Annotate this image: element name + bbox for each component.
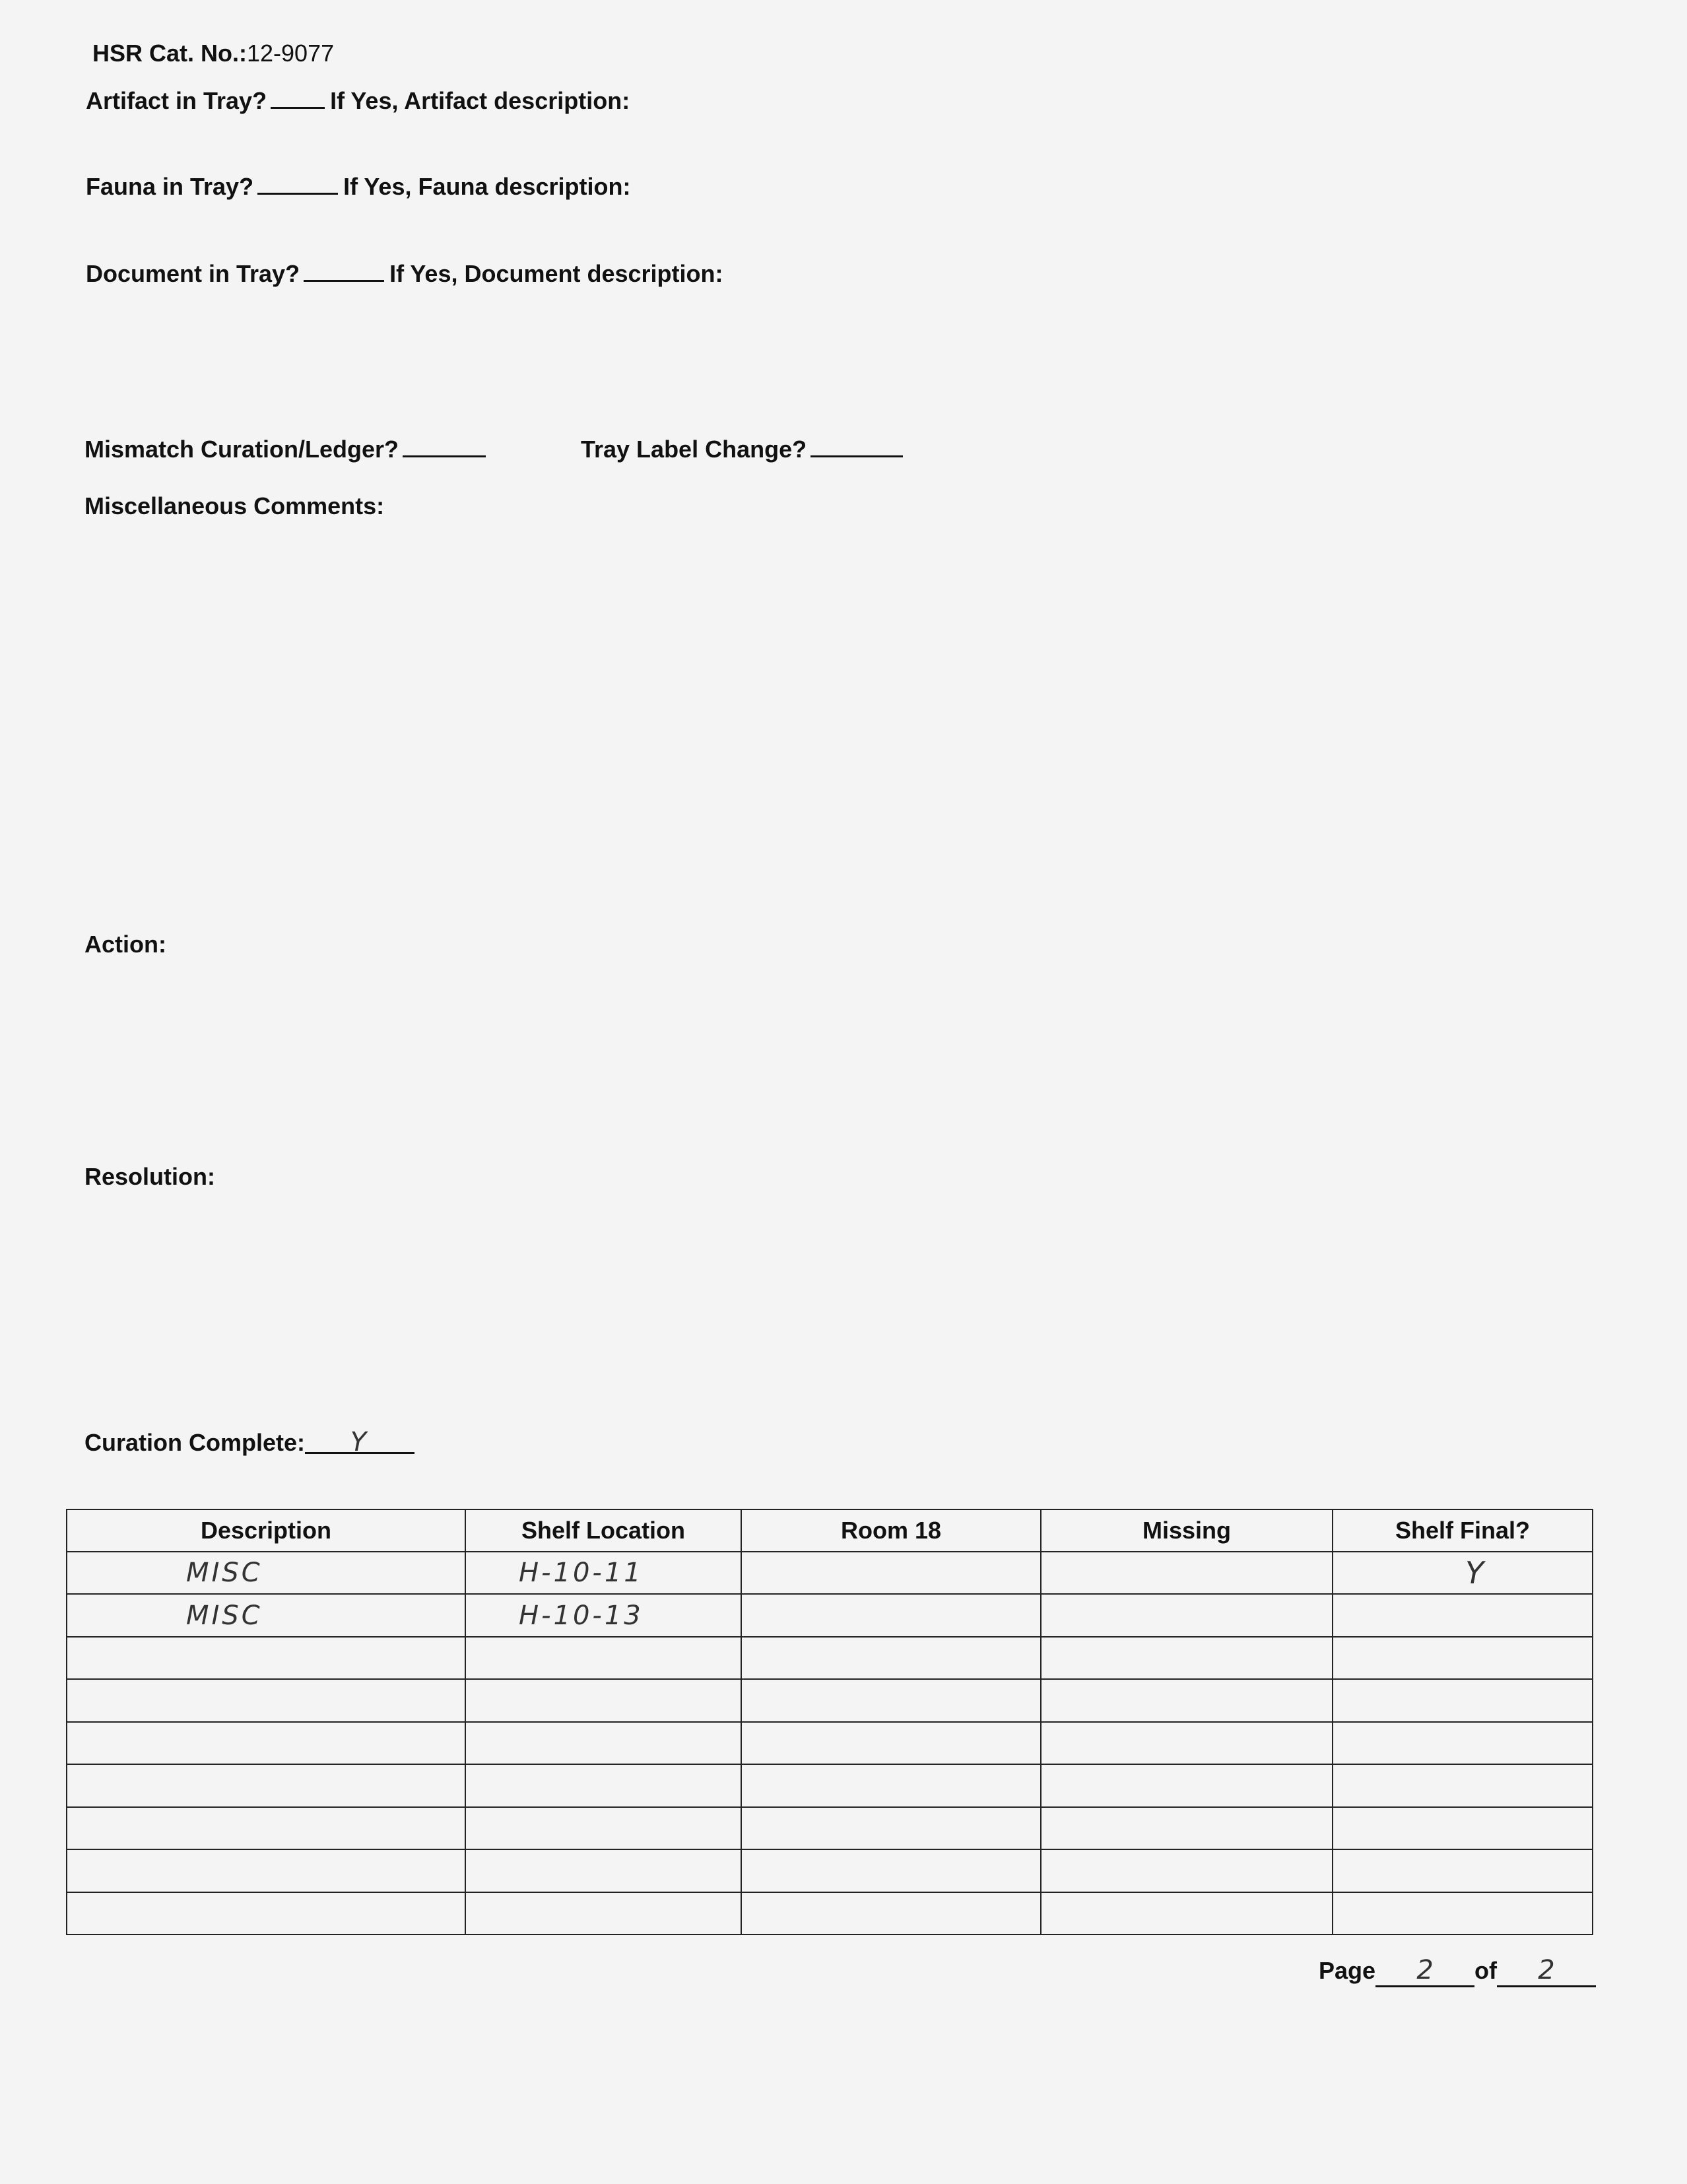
artifact-question: Artifact in Tray? (86, 87, 267, 114)
table-row (67, 1722, 1593, 1764)
empty-cell[interactable] (1333, 1849, 1593, 1892)
empty-cell[interactable] (67, 1679, 465, 1721)
page-counter (1319, 1955, 1596, 1987)
header-shelf-location: Shelf Location (465, 1509, 741, 1552)
fauna-description-label: If Yes, Fauna description: (343, 173, 631, 200)
curation-complete-label: Curation Complete: (84, 1429, 306, 1456)
empty-cell[interactable] (1333, 1679, 1593, 1721)
of-label: of (1474, 1957, 1498, 1984)
artifact-line (86, 87, 630, 115)
empty-cell[interactable] (741, 1849, 1041, 1892)
shelf-table (66, 1509, 1593, 1935)
resolution-label: Resolution: (84, 1163, 215, 1190)
table-row (67, 1637, 1593, 1679)
empty-cell[interactable] (67, 1722, 465, 1764)
empty-cell[interactable] (1333, 1722, 1593, 1764)
empty-cell[interactable] (67, 1637, 465, 1679)
artifact-description-label: If Yes, Artifact description: (330, 87, 630, 114)
catalog-number-label: HSR Cat. No.: (92, 40, 247, 67)
table-row (67, 1764, 1593, 1806)
tray-label-question: Tray Label Change? (581, 436, 807, 463)
empty-cell[interactable] (465, 1892, 741, 1935)
cell-shelf-location[interactable]: H-10-13 (465, 1594, 741, 1636)
header-shelf-final: Shelf Final? (1333, 1509, 1593, 1552)
cell-room-18[interactable] (741, 1594, 1041, 1636)
empty-cell[interactable] (1333, 1892, 1593, 1935)
mismatch-question: Mismatch Curation/Ledger? (84, 436, 399, 463)
tray-label-line (581, 436, 908, 463)
page-label: Page (1319, 1957, 1376, 1984)
empty-cell[interactable] (741, 1637, 1041, 1679)
empty-cell[interactable] (1041, 1722, 1333, 1764)
empty-cell[interactable] (1041, 1679, 1333, 1721)
document-answer-field[interactable] (304, 260, 384, 282)
empty-cell[interactable] (1041, 1637, 1333, 1679)
misc-comments-label: Miscellaneous Comments: (84, 492, 385, 519)
page-total[interactable]: 2 (1497, 1955, 1596, 1987)
cell-shelf-final[interactable]: Y (1333, 1552, 1593, 1594)
fauna-question: Fauna in Tray? (86, 173, 254, 200)
cell-description[interactable]: MISC (67, 1552, 465, 1594)
empty-cell[interactable] (67, 1807, 465, 1849)
mismatch-answer-field[interactable] (403, 436, 486, 457)
table-row (67, 1679, 1593, 1721)
table-row (67, 1594, 1593, 1636)
empty-cell[interactable] (465, 1679, 741, 1721)
page-number[interactable]: 2 (1375, 1955, 1474, 1987)
header-description: Description (67, 1509, 465, 1552)
cell-shelf-final[interactable] (1333, 1594, 1593, 1636)
document-description-label: If Yes, Document description: (389, 260, 723, 287)
table-row (67, 1849, 1593, 1892)
table-header-row (67, 1509, 1593, 1552)
cell-missing[interactable] (1041, 1594, 1333, 1636)
document-question: Document in Tray? (86, 260, 300, 287)
empty-cell[interactable] (67, 1849, 465, 1892)
empty-cell[interactable] (465, 1849, 741, 1892)
action-label: Action: (84, 931, 166, 958)
empty-cell[interactable] (741, 1892, 1041, 1935)
empty-cell[interactable] (1333, 1637, 1593, 1679)
header-room-18: Room 18 (741, 1509, 1041, 1552)
empty-cell[interactable] (1041, 1849, 1333, 1892)
empty-cell[interactable] (465, 1637, 741, 1679)
document-line (86, 260, 723, 288)
catalog-number-line (92, 40, 334, 67)
mismatch-line (84, 436, 491, 463)
curation-complete-field[interactable] (305, 1427, 414, 1457)
empty-cell[interactable] (67, 1892, 465, 1935)
empty-cell[interactable] (465, 1764, 741, 1806)
header-missing: Missing (1041, 1509, 1333, 1552)
empty-cell[interactable] (741, 1807, 1041, 1849)
table-row (67, 1552, 1593, 1594)
empty-cell[interactable] (741, 1722, 1041, 1764)
table-row (67, 1892, 1593, 1935)
curation-complete-value: Y (350, 1427, 370, 1457)
fauna-answer-field[interactable] (257, 173, 338, 195)
empty-cell[interactable] (465, 1807, 741, 1849)
empty-cell[interactable] (741, 1679, 1041, 1721)
cell-shelf-location[interactable]: H-10-11 (465, 1552, 741, 1594)
cell-room-18[interactable] (741, 1552, 1041, 1594)
tray-label-answer-field[interactable] (810, 436, 903, 457)
empty-cell[interactable] (465, 1722, 741, 1764)
artifact-answer-field[interactable] (271, 87, 325, 109)
cell-missing[interactable] (1041, 1552, 1333, 1594)
catalog-number-value: 12-9077 (247, 40, 335, 67)
empty-cell[interactable] (741, 1764, 1041, 1806)
curation-complete-line (84, 1427, 420, 1457)
cell-description[interactable]: MISC (67, 1594, 465, 1636)
fauna-line (86, 173, 631, 201)
empty-cell[interactable] (1333, 1764, 1593, 1806)
empty-cell[interactable] (1041, 1764, 1333, 1806)
table-row (67, 1807, 1593, 1849)
empty-cell[interactable] (1041, 1892, 1333, 1935)
empty-cell[interactable] (1041, 1807, 1333, 1849)
empty-cell[interactable] (67, 1764, 465, 1806)
empty-cell[interactable] (1333, 1807, 1593, 1849)
